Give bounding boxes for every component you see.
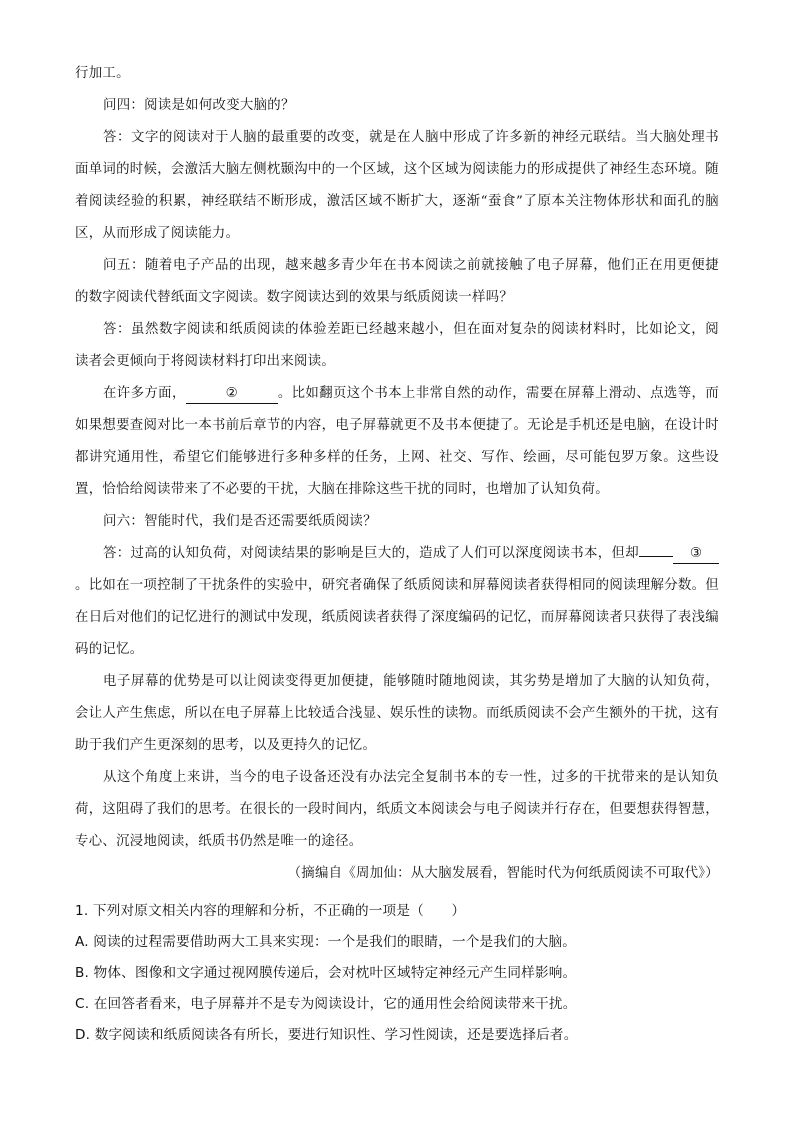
- paragraph-text: 在许多方面，: [103, 386, 186, 401]
- option-a[interactable]: A. 阅读的过程需要借助两大工具来实现：一个是我们的眼睛，一个是我们的大脑。: [75, 934, 577, 950]
- paragraph-continuation: 行加工。: [75, 66, 130, 81]
- question-six-heading: 问六：智能时代，我们是否还需要纸质阅读？: [103, 514, 377, 529]
- paragraph-with-blank-3: [75, 538, 719, 666]
- source-citation: （摘编自《周加仙：从大脑发展看，智能时代为何纸质阅读不可取代》）: [287, 866, 719, 881]
- question-four-heading: 问四：阅读是如何改变大脑的？: [103, 98, 295, 113]
- paragraph-screen-advantages: 电子屏幕的优势是可以让阅读变得更加便捷，能够随时随地阅读，其劣势是增加了大脑的认知负荷，会让人产生焦虑，所以在电子屏幕上比较适合浅显、娱乐性的读物。而纸质阅读不会产生额外的干扰，这有助于我们产生更深刻的思考，以及更持久的记忆。: [75, 674, 719, 753]
- fill-blank-3: ③: [673, 545, 719, 564]
- fill-blank-3-line: [639, 556, 673, 557]
- paragraph-with-blank-2: [75, 378, 719, 506]
- paragraph-conclusion: 从这个角度上来讲，当今的电子设备还没有办法完全复制书本的专一性，过多的干扰带来的是认知负荷，这阻碍了我们的思考。在很长的一段时间内，纸质文本阅读会与电子阅读并行存在，但要想获得智慧，专心、沉浸地阅读，纸质书仍然是唯一的途径。: [75, 770, 719, 849]
- answer-five-paragraph: 答：虽然数字阅读和纸质阅读的体验差距已经越来越小，但在面对复杂的阅读材料时，比如论文，阅读者会更倾向于将阅读材料打印出来阅读。: [75, 322, 719, 369]
- fill-blank-2: ②: [186, 385, 278, 404]
- option-c[interactable]: C. 在回答者看来，电子屏幕并不是专为阅读设计，它的通用性会给阅读带来干扰。: [75, 996, 577, 1012]
- option-d[interactable]: D. 数字阅读和纸质阅读各有所长，要进行知识性、学习性阅读，还是要选择后者。: [75, 1027, 578, 1043]
- option-b[interactable]: B. 物体、图像和文字通过视网膜传递后，会对枕叶区域特定神经元产生同样影响。: [75, 965, 577, 981]
- paragraph-text: 。比如在一项控制了干扰条件的实验中，研究者确保了纸质阅读和屏幕阅读者获得相同的阅读理解分数。但在日后对他们的记忆进行的测试中发现，纸质阅读者获得了深度编码的记忆，而屏幕阅读者只获得了表浅编码的记忆。: [75, 578, 719, 657]
- question-1-title: 1. 下列对原文相关内容的理解和分析，不正确的一项是（ ）: [75, 903, 466, 919]
- document-page: [75, 58, 719, 1051]
- paragraph-text: 。比如翻页这个书本上非常自然的动作，需要在屏幕上滑动、点选等，而如果想要查阅对比一本书前后章节的内容，电子屏幕就更不及书本便捷了。无论是手机还是电脑，在设计时都讲究通用性，希望它们能够进行多种多样的任务，上网、社交、写作、绘画，尽可能包罗万象。这些设置，恰恰给阅读带来了不必要的干扰，大脑在排除这些干扰的同时，也增加了认知负荷。: [75, 386, 719, 497]
- paragraph-text: 答：过高的认知负荷，对阅读结果的影响是巨大的，造成了人们可以深度阅读书本，但却: [103, 546, 639, 561]
- answer-four-paragraph: 答：文字的阅读对于人脑的最重要的改变，就是在人脑中形成了许多新的神经元联结。当大脑处理书面单词的时候，会激活大脑左侧枕颞沟中的一个区域，这个区域为阅读能力的形成提供了神经生态环境。随着阅读经验的积累，神经联结不断形成，激活区域不断扩大，逐渐“蚕食”了原本关注物体形状和面孔的脑区，从而形成了阅读能力。: [75, 130, 719, 241]
- question-five-heading: 问五：随着电子产品的出现，越来越多青少年在书本阅读之前就接触了电子屏幕，他们正在用更便捷的数字阅读代替纸面文字阅读。数字阅读达到的效果与纸质阅读一样吗？: [75, 258, 719, 305]
